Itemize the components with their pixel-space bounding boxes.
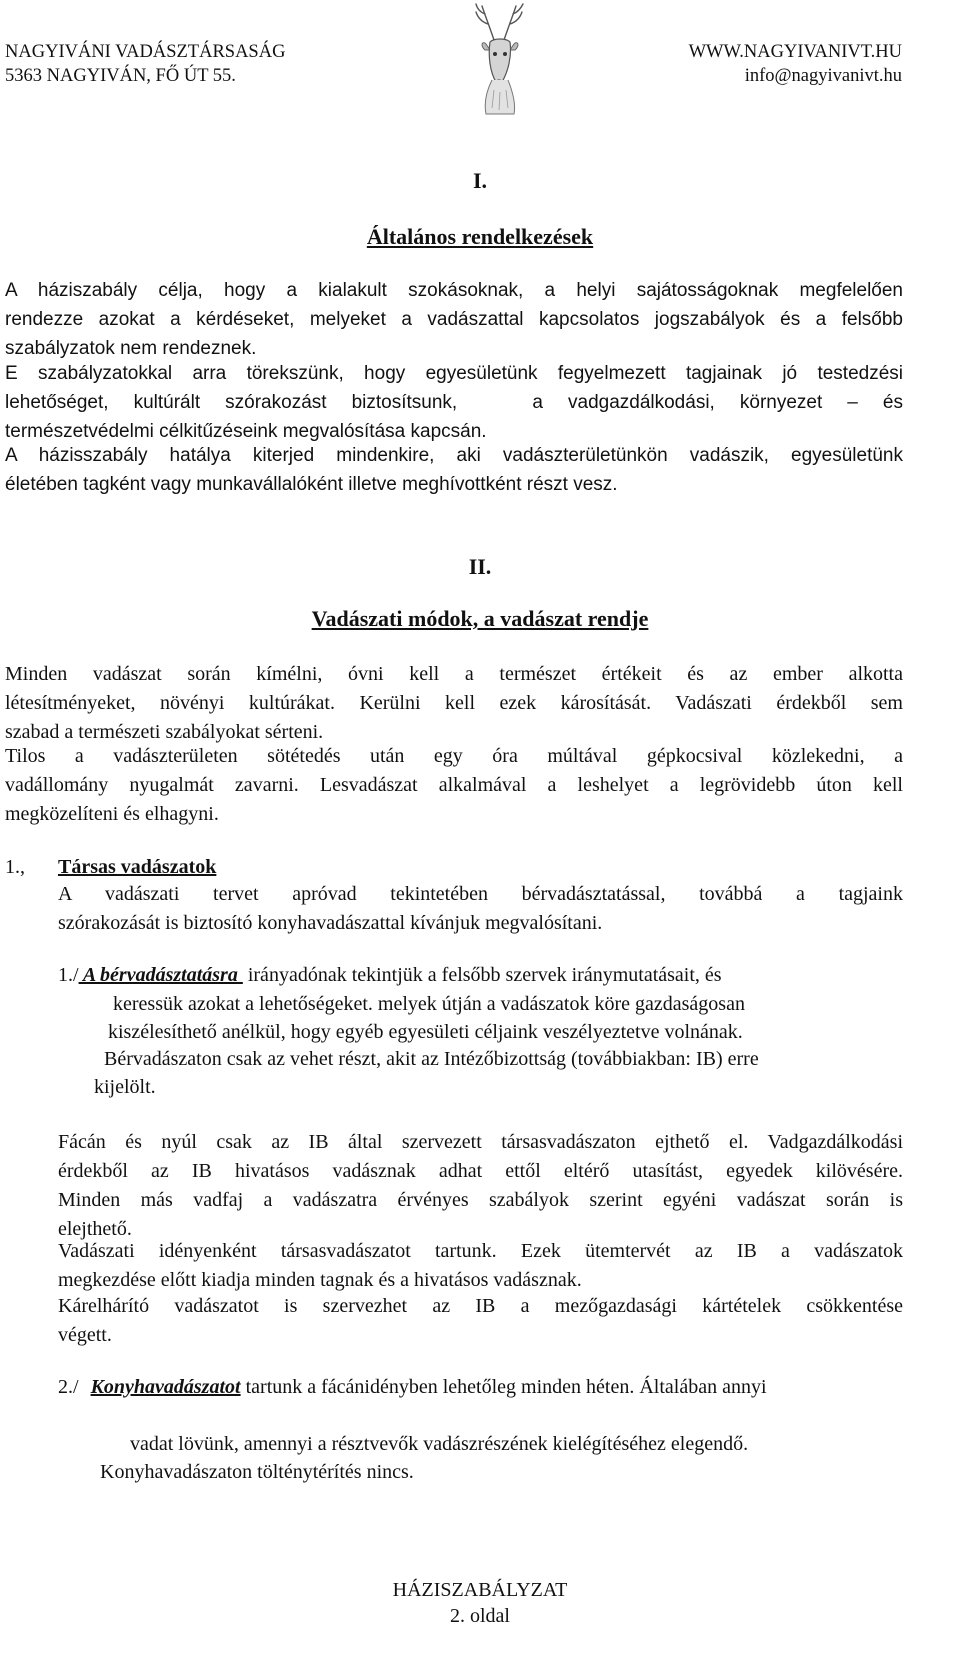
text-line: Minden más vadfaj a vadászatra érvényes szabályok szerint egyéni vadászat során is <box>58 1189 903 1211</box>
roe-deer-head-icon <box>468 0 532 116</box>
text-line: létesítményeket, növényi kultúrákat. Kerülni kell ezek károsítását. Vadászati érdekből sem <box>5 692 903 714</box>
org-website: WWW.NAGYIVANIVT.HU <box>688 42 902 62</box>
paragraph-fachan <box>58 1128 903 1244</box>
item-2-line <box>58 1373 767 1402</box>
org-address: 5363 NAGYIVÁN, FŐ ÚT 55. <box>5 66 236 86</box>
subsection-1-text <box>58 880 903 938</box>
section-1-paragraph-3 <box>5 441 903 499</box>
text-line: megkezdése előtt kiadja minden tagnak és a hivatásos vadásznak. <box>58 1269 582 1291</box>
org-email: info@nagyivanivt.hu <box>744 66 902 86</box>
text-line: lehetőséget, kultúrált szórakozást biztosítsunk, a vadgazdálkodási, környezet – és <box>5 392 903 413</box>
subsection-1-title: Társas vadászatok <box>58 856 217 878</box>
footer-title: HÁZISZABÁLYZAT <box>392 1579 568 1601</box>
text-line: Kárelhárító vadászatot is szervezhet az IB a mezőgazdasági kártételek csökkentése <box>58 1295 903 1317</box>
page-number: 2. oldal <box>450 1605 510 1627</box>
text-line: elejthető. <box>58 1218 132 1240</box>
text-line: Konyhavadászaton tölténytérítés nincs. <box>100 1461 414 1483</box>
org-name: NAGYIVÁNI VADÁSZTÁRSASÁG <box>5 42 286 62</box>
section-2-title: Vadászati módok, a vadászat rendje <box>311 606 649 631</box>
text-line: szabad a természeti szabályokat sérteni. <box>5 721 324 743</box>
item-2-number: 2./ <box>58 1376 79 1398</box>
text-line: szórakozását is biztosító konyhavadászattal kívánjuk megvalósítani. <box>58 912 603 934</box>
text-line: Bérvadászaton csak az vehet részt, akit az Intézőbizottság (továbbiakban: IB) erre <box>104 1048 759 1070</box>
text-line: kiszélesíthető anélkül, hogy egyéb egyesületi céljaink veszélyeztetve volnának. <box>108 1021 743 1043</box>
text-line: keressük azokat a lehetőségeket. melyek útján a vadászatok köre gazdaságosan <box>113 993 745 1015</box>
text-line: kijelölt. <box>94 1076 156 1098</box>
text-line: szabályzatok nem rendeznek. <box>5 338 257 359</box>
text-line: vadat lövünk, amennyi a résztvevők vadászrészének kielégítéséhez elegendő. <box>130 1433 749 1455</box>
section-1-paragraph-2 <box>5 359 903 446</box>
section-2-paragraph-2 <box>5 742 903 829</box>
section-1-paragraph-1 <box>5 276 903 363</box>
text-line: rendezze azokat a kérdéseket, melyeket a vadászattal kapcsolatos jogszabályok és a felsőbb <box>5 309 903 330</box>
text-line: természetvédelmi célkitűzéseink megvalósítása kapcsán. <box>5 421 487 442</box>
paragraph-karelharito <box>58 1292 903 1350</box>
text-line: Fácán és nyúl csak az IB által szervezett társasvadászaton ejthető el. Vadgazdálkodási <box>58 1131 903 1153</box>
item-1-text: irányadónak tekintjük a felsőbb szervek iránymutatásait, és <box>242 964 722 986</box>
section-2-paragraph-1 <box>5 660 903 747</box>
paragraph-idenyenkent <box>58 1237 903 1295</box>
text-line: E szabályzatokkal arra törekszünk, hogy egyesületünk fegyelmezett tagjainak jó testedzési <box>5 363 903 384</box>
subsection-1-number: 1., <box>5 856 25 878</box>
text-line: végett. <box>58 1324 112 1346</box>
text-line: megközelíteni és elhagyni. <box>5 803 219 825</box>
item-1-number: 1./ <box>58 964 79 986</box>
section-1-number: I. <box>472 168 488 193</box>
item-1-line <box>58 961 722 990</box>
item-2-term: Konyhavadászatot <box>90 1376 241 1398</box>
text-line: érdekből az IB hivatásos vadásznak adhat ettől eltérő utasítást, egyedek kilövésére. <box>58 1160 903 1182</box>
text-line: Vadászati idényenként társasvadászatot tartunk. Ezek ütemtervét az IB a vadászatok <box>58 1240 903 1262</box>
item-2-text: tartunk a fácánidényben lehetőleg minden héten. Általában annyi <box>240 1376 767 1398</box>
text-line: A vadászati tervet apróvad tekintetében bérvadásztatással, továbbá a tagjaink <box>58 883 903 905</box>
item-1-term: A bérvadásztatásra <box>78 964 243 986</box>
section-1-title: Általános rendelkezések <box>366 224 594 249</box>
section-2-number: II. <box>468 554 492 579</box>
text-line: A házisszabály hatálya kiterjed mindenkire, aki vadászterületünkön vadászik, egyesületünk <box>5 445 903 466</box>
text-line: vadállomány nyugalmát zavarni. Lesvadászat alkalmával a leshelyet a legrövidebb úton kell <box>5 774 903 796</box>
text-line: Tilos a vadászterületen sötétedés után egy óra múltával gépkocsival közlekedni, a <box>5 745 903 767</box>
text-line: A háziszabály célja, hogy a kialakult szokásoknak, a helyi sajátosságoknak megfelelően <box>5 280 903 301</box>
text-line: Minden vadászat során kímélni, óvni kell a természet értékeit és az ember alkotta <box>5 663 903 685</box>
text-line: életében tagként vagy munkavállalóként illetve meghívottként részt vesz. <box>5 474 618 495</box>
